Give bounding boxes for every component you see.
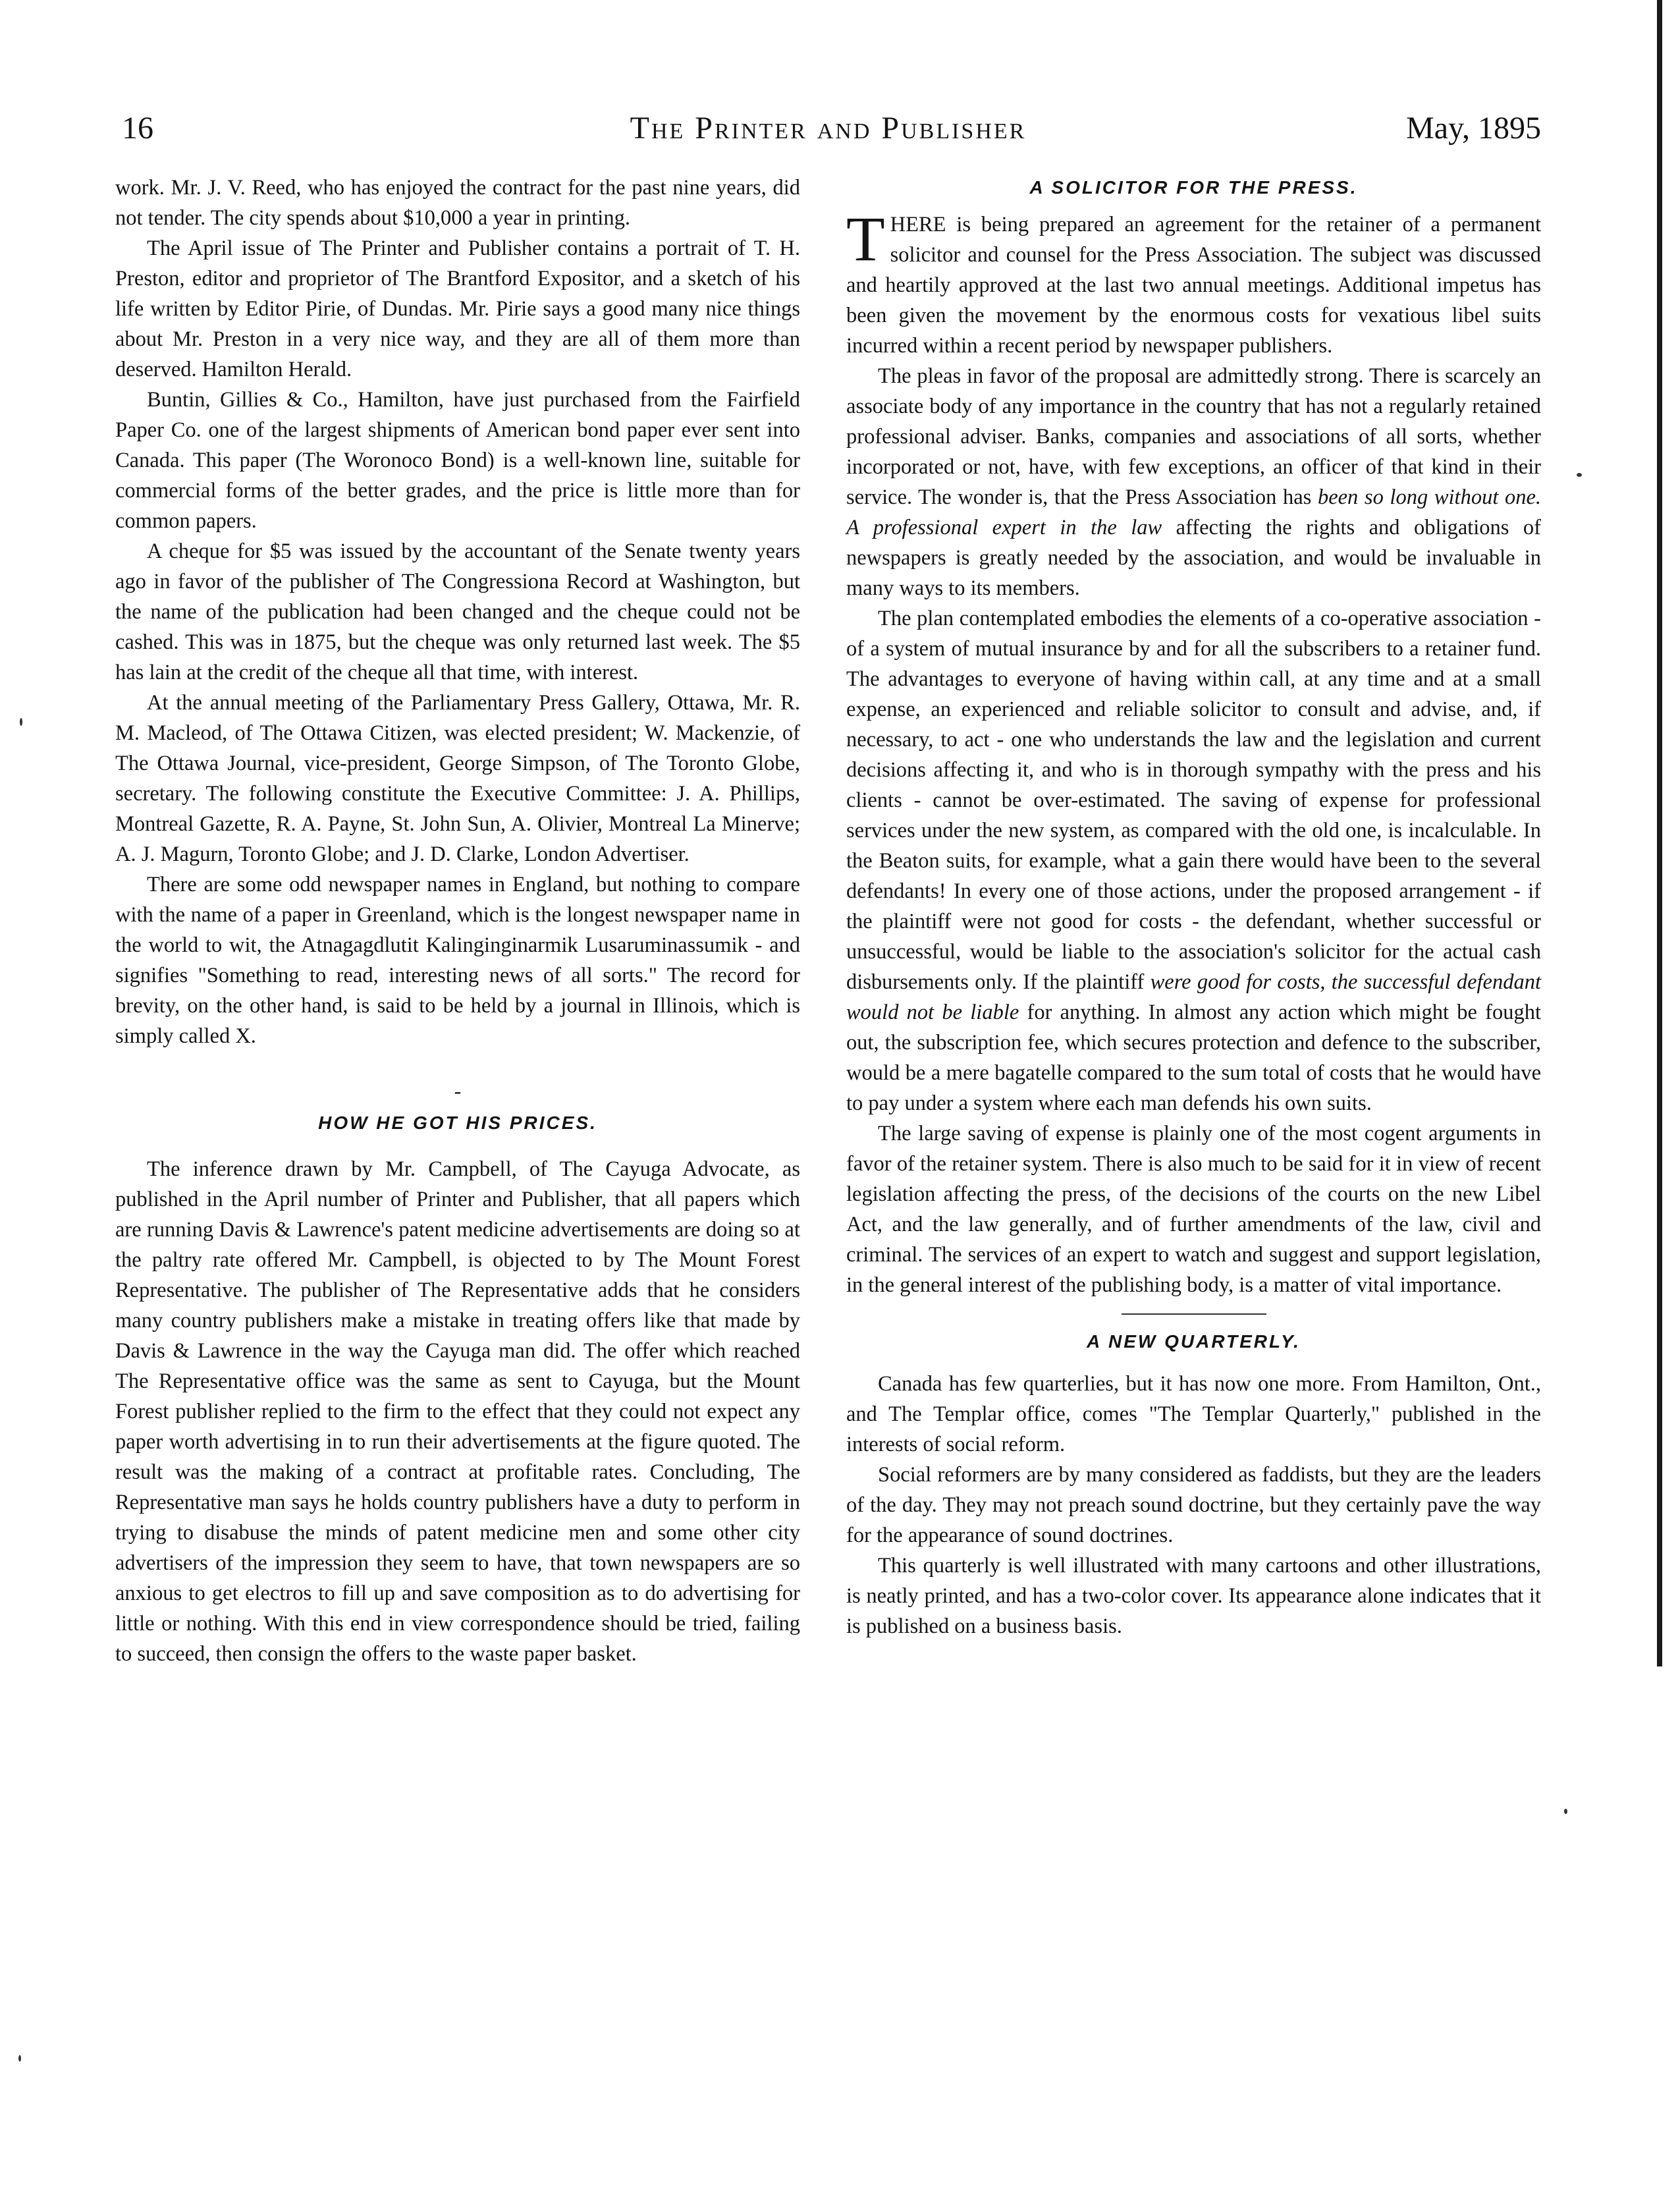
italic-text: were good for costs, the successful defendant would not be liable: [846, 970, 1541, 1024]
scan-speck: [18, 2055, 21, 2062]
paragraph-text: HERE is being prepared an agreement for the retainer of a permanent solicitor and counsel for the Press Association. The subject was discussed and heartily approved at the last two annual meetings. Additional impetus has been given the movement by the enormous costs for vexatious libel suits incurred within a recent period by newspaper publishers.: [846, 213, 1541, 358]
paragraph-text: for anything. In almost any action which might be fought out, the subscription fee, which secures protection and defence to the subscriber, would be a mere bagatelle compared to the sum total of costs that he would have to pay under a system where each man defends his own suits.: [846, 1001, 1541, 1115]
paragraph: At the annual meeting of the Parliamentary Press Gallery, Ottawa, Mr. R. M. Macleod, of The Ottawa Citizen, was elected president; W. Mackenzie, of The Ottawa Journal, vice-president, George Simpson, of The Toronto Globe, secretary. The following constitute the Executive Committee: J. A. Phillips, Montreal Gazette, R. A. Payne, St. John Sun, A. Olivier, Montreal La Minerve; A. J. Magurn, Toronto Globe; and J. D. Clarke, London Advertiser.: [115, 691, 800, 866]
scan-speck: [1564, 1809, 1567, 1814]
section-separator-rule: [1122, 1313, 1266, 1315]
section-heading: A NEW QUARTERLY.: [1087, 1331, 1301, 1352]
paragraph-text: The pleas in favor of the proposal are admittedly strong. There is scarcely an associate body of any importance in the country that has not a regularly retained professional adviser. Banks, companies and associations of all sorts, whether incorporated or not, have, with few exceptions, an officer of that kind in their service. The wonder is, that the Press Association has: [846, 364, 1541, 509]
journal-title: The Printer and Publisher: [630, 111, 1027, 146]
paragraph: The inference drawn by Mr. Campbell, of The Cayuga Advocate, as published in the April number of Printer and Publisher, that all papers which are running Davis & Lawrence's patent medicine advertisements are doing so at the paltry rate offered Mr. Campbell, is objected to by The Mount Forest Representative. The publisher of The Representative adds that he considers many country publishers make a mistake in treating offers like that made by Davis & Lawrence in the way the Cayuga man did. The offer which reached The Representative office was the same as sent to Cayuga, but the Mount Forest publisher replied to the firm to the effect that they could not expect any paper worth advertising in to run their advertisements at the figure quoted. The result was the making of a contract at profitable rates. Concluding, The Representative man says he holds country publishers have a duty to perform in trying to disabuse the minds of patent medicine men and some other city advertisers of the impression they seem to have, that town newspapers are so anxious to get electros to fill up and save composition as to do advertising for little or nothing. With this end in view correspondence should be tried, failing to succeed, then consign the offers to the waste paper basket.: [115, 1157, 800, 1666]
paragraph-text: affecting the rights and obligations of newspapers is greatly needed by the association, and would be invaluable in many ways to its members.: [846, 516, 1541, 600]
paragraph-text: The plan contemplated embodies the elements of a co-operative association - of a system of mutual insurance by and for all the subscribers to a retainer fund. The advantages to everyone of having within call, at any time and at a small expense, an experienced and reliable solicitor to consult and advise, and, if necessary, to act - one who understands the law and the legislation and current decisions affecting it, and who is in thorough sympathy with the press and his clients - cannot be over-estimated. The saving of expense for professional services under the new system, as compared with the old one, is incalculable. In the Beaton suits, for example, what a gain there would have been to the several defendants! In every one of those actions, under the proposed arrangement - if the plaintiff were not good for costs - the defendant, whether successful or unsuccessful, would be liable to the association's solicitor for the actual cash disbursements only. If the plaintiff: [846, 607, 1541, 994]
drop-cap: T: [846, 204, 885, 274]
page-header: [115, 105, 1541, 151]
scan-speck: [1577, 473, 1582, 477]
left-column: [115, 173, 800, 1669]
paragraph: [846, 361, 1541, 603]
paragraph: Social reformers are by many considered as faddists, but they are the leaders of the day. They may not preach sound doctrine, but they certainly pave the way for the appearance of sound doctrines.: [846, 1463, 1541, 1547]
paragraph: [846, 603, 1541, 1118]
italic-text: been so long without one. A professional expert in the law: [846, 485, 1542, 539]
paragraph: work. Mr. J. V. Reed, who has enjoyed the contract for the past nine years, did not tender. The city spends about $10,000 a year in printing.: [115, 176, 800, 230]
paragraph: The April issue of The Printer and Publisher contains a portrait of T. H. Preston, editor and proprietor of The Brantford Expositor, and a sketch of his life written by Editor Pirie, of Dundas. Mr. Pirie says a good many nice things about Mr. Preston in a very nice way, and they are all of them more than deserved. Hamilton Herald.: [115, 236, 800, 381]
section-separator: -: [454, 1079, 462, 1103]
paragraph: Buntin, Gillies & Co., Hamilton, have just purchased from the Fairfield Paper Co. one of the largest shipments of American bond paper ever sent into Canada. This paper (The Woronoco Bond) is a well-known line, suitable for commercial forms of the better grades, and the price is little more than for common papers.: [115, 388, 800, 533]
right-column: [846, 173, 1541, 1641]
paragraph: A cheque for $5 was issued by the accountant of the Senate twenty years ago in favor of the publisher of The Congressiona Record at Washington, but the name of the publication had been changed and the cheque could not be cashed. This was in 1875, but the cheque was only returned last week. The $5 has lain at the credit of the cheque all that time, with interest.: [115, 539, 800, 684]
paragraph: [846, 204, 1541, 361]
scan-speck: [20, 718, 22, 726]
paragraph: The large saving of expense is plainly one of the most cogent arguments in favor of the retainer system. There is also much to be said for it in view of recent legislation affecting the press, of the decisions of the courts on the new Libel Act, and the law generally, and of further amendments of the law, civil and criminal. The services of an expert to watch and suggest and support legislation, in the general interest of the publishing body, is a matter of vital importance.: [846, 1122, 1541, 1297]
paragraph: This quarterly is well illustrated with many cartoons and other illustrations, is neatly printed, and has a two-color cover. Its appearance alone indicates that it is published on a business basis.: [846, 1554, 1541, 1638]
issue-date: May, 1895: [1406, 111, 1541, 146]
paragraph: Canada has few quarterlies, but it has now one more. From Hamilton, Ont., and The Templar office, comes "The Templar Quarterly," published in the interests of social reform.: [846, 1372, 1541, 1456]
paragraph: There are some odd newspaper names in England, but nothing to compare with the name of a paper in Greenland, which is the longest newspaper name in the world to wit, the Atnagagdlutit Kalinginginarmik Lusaruminassumik - and signifies "Something to read, interesting news of all sorts." The record for brevity, on the other hand, is said to be held by a journal in Illinois, which is simply called X.: [115, 873, 800, 1048]
scan-border-line: [1657, 0, 1662, 1666]
section-heading: HOW HE GOT HIS PRICES.: [318, 1113, 597, 1133]
section-heading: A SOLICITOR FOR THE PRESS.: [1029, 177, 1358, 198]
page-number: 16: [122, 111, 153, 146]
